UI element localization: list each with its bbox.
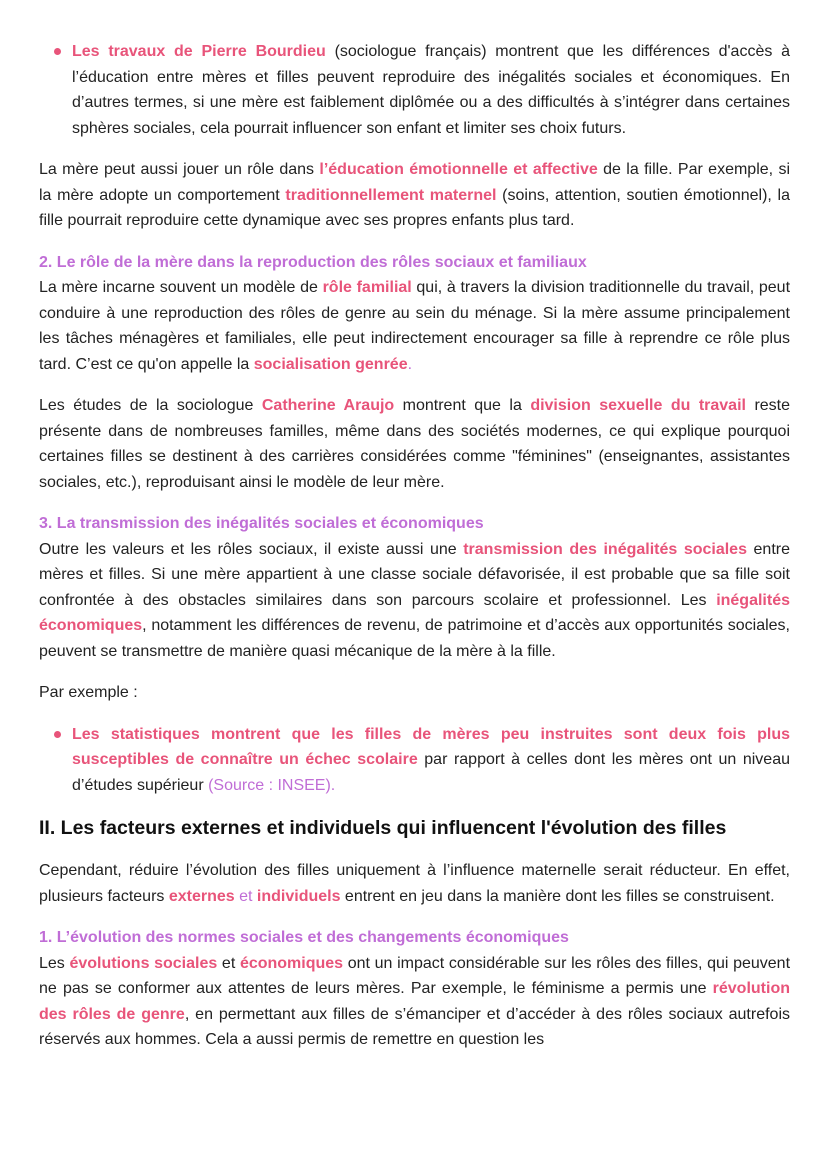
highlight-term: l’éducation émotionnelle et affective <box>319 161 598 178</box>
bullet-dot-icon <box>54 48 61 55</box>
text-span: entrent en jeu dans la manière dont les filles se construisent. <box>340 887 775 905</box>
highlight-term: individuels <box>256 887 341 905</box>
bourdieu-highlight: Les travaux de Pierre Bourdieu <box>72 43 326 60</box>
text-span: La mère peut aussi jouer un rôle dans <box>39 161 320 178</box>
highlight-term: inégalités économiques <box>39 591 790 634</box>
section-ii-1-heading: 1. L’évolution des normes sociales et des changements économiques <box>39 929 569 946</box>
bourdieu-text: (sociologue français) montrent que les différences d'accès à l’éducation entre mères et filles peuvent reproduire des inégalités sociales et économiques. En d’autres termes, si une mère est faiblement diplômée ou a des difficultés à s’intégrer dans certaines sphères sociales, cela pourrait influencer son enfant et limiter ses choix futurs. <box>72 43 791 137</box>
text-span: ont un impact considérable sur les rôles des filles, qui peuvent ne pas se conformer aux attentes de leurs mères. Par exemple, le féminisme a permis une <box>39 954 791 997</box>
bullet-dot-icon <box>54 731 61 738</box>
highlight-term: révolution des rôles de genre <box>39 980 790 1023</box>
part-ii-paragraph <box>39 858 790 909</box>
highlight-term: évolutions sociales <box>69 954 218 972</box>
section-3-paragraph <box>39 537 790 665</box>
emotional-paragraph <box>39 157 790 234</box>
example-intro: Par exemple : <box>39 684 138 701</box>
section-3-heading: 3. La transmission des inégalités sociales et économiques <box>39 515 484 532</box>
highlight-term: socialisation genrée <box>253 355 408 373</box>
text-span: Les études de la sociologue <box>39 397 262 414</box>
text-span: Les <box>39 954 70 972</box>
text-span: La mère incarne souvent un modèle de <box>39 279 323 296</box>
section-2-heading: 2. Le rôle de la mère dans la reproduction des rôles sociaux et familiaux <box>39 253 587 271</box>
section-ii-1-paragraph <box>39 951 790 1053</box>
araujo-paragraph <box>39 393 790 495</box>
source-citation: (Source : INSEE). <box>208 776 336 794</box>
highlight-term: externes <box>168 887 235 905</box>
highlight-term: transmission des inégalités sociales <box>463 540 747 558</box>
text-span: (soins, attention, soutien émotionnel), la fille pourrait reproduire cette dynamique avec ses propres enfants plus tard. <box>39 186 790 229</box>
text-span: . <box>407 355 413 373</box>
highlight-term: rôle familial <box>322 279 412 296</box>
highlight-term: économiques <box>239 954 344 972</box>
text-span: montrent que la <box>394 397 531 414</box>
highlight-term: traditionnellement maternel <box>285 186 497 204</box>
text-span: , notamment les différences de revenu, de patrimoine et d’accès aux opportunités sociales, peuvent se transmettre de manière quasi mécanique de la mère à la fille. <box>39 617 790 660</box>
text-span: Outre les valeurs et les rôles sociaux, il existe aussi une <box>39 540 464 558</box>
text-span: Cependant, réduire l’évolution des filles uniquement à l’influence maternelle serait réducteur. En effet, plusieurs facteurs <box>39 862 790 905</box>
text-span: qui, à travers la division traditionnelle du travail, peut conduire à une reproduction des rôles de genre au sein du ménage. Si la mère assume principalement les tâches ménagères et familiales, elle peut indirectement encourager sa fille à reprendre ce rôle plus tard. C’est ce qu'on appelle la <box>39 279 791 373</box>
bourdieu-bullet <box>39 39 790 141</box>
highlight-term: Les statistiques montrent que les filles de mères peu instruites sont deux fois plus susceptibles de connaître un échec scolaire <box>72 725 790 768</box>
statistics-bullet <box>39 722 790 799</box>
highlight-term: division sexuelle du travail <box>530 397 746 414</box>
text-span: , en permettant aux filles de s’émanciper et d’accéder à des rôles sociaux autrefois réservés aux hommes. Cela a aussi permis de remettre en question les <box>39 1005 791 1048</box>
text-span: reste présente dans de nombreuses familles, même dans des sociétés modernes, ce qui explique pourquoi certaines filles se destinent à des carrières considérées comme "féminines" (enseignantes, assistantes sociales, etc.), reproduisant ainsi le modèle de leur mère. <box>39 397 791 491</box>
text-span: par rapport à celles dont les mères ont un niveau d’études supérieur <box>72 751 791 794</box>
section-2-paragraph <box>39 275 790 377</box>
highlight-term: Catherine Araujo <box>261 397 395 414</box>
text-span: entre mères et filles. Si une mère appartient à une classe sociale défavorisée, il est probable que sa fille soit confrontée à des obstacles similaires dans son parcours scolaire et professionnel. Les <box>39 540 791 609</box>
text-span: de la fille. Par exemple, si la mère adopte un comportement <box>39 161 791 204</box>
text-span: et <box>217 954 240 972</box>
text-span: et <box>234 887 257 905</box>
part-ii-heading: II. Les facteurs externes et individuels qui influencent l'évolution des filles <box>39 817 727 839</box>
